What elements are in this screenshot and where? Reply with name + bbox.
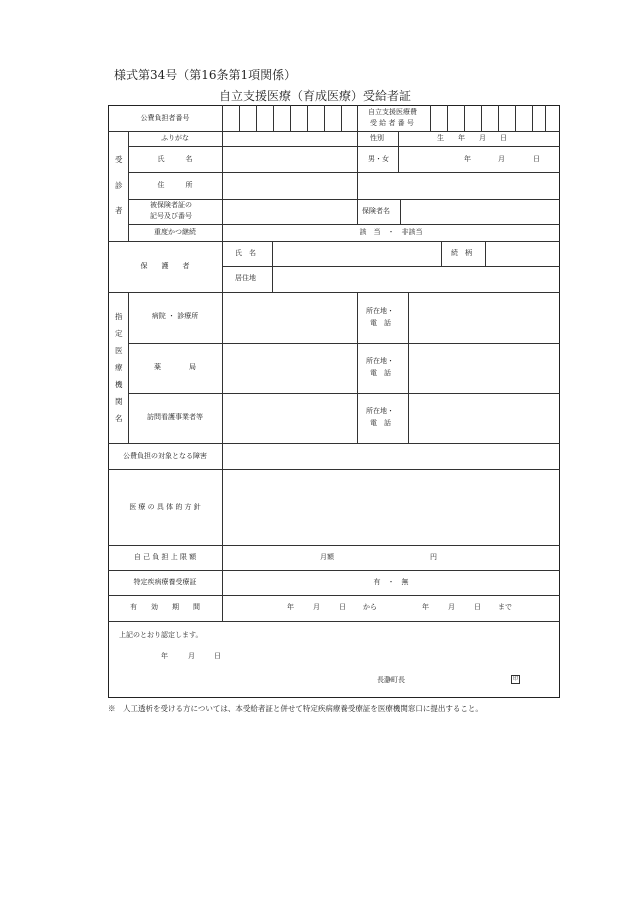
- validity-to-year: 年: [422, 603, 429, 611]
- rule: [290, 105, 291, 131]
- birth-month: 月: [498, 155, 505, 163]
- rule: [441, 241, 442, 266]
- validity-from: から: [363, 603, 377, 611]
- seal-mark: 印: [512, 676, 518, 682]
- copay-label: 自 己 負 担 上 限 額: [133, 553, 197, 561]
- rule: [430, 105, 431, 131]
- rule: [532, 105, 533, 131]
- rule: [357, 131, 358, 224]
- specific-disease-value: 有 ・ 無: [373, 578, 409, 586]
- validity-to-month: 月: [448, 603, 455, 611]
- rule: [128, 172, 560, 173]
- rule: [464, 105, 465, 131]
- rule: [108, 241, 560, 242]
- validity-until: まで: [498, 603, 512, 611]
- rule: [108, 131, 560, 132]
- rule: [128, 146, 560, 147]
- name-label: 氏 名: [157, 155, 193, 163]
- severe-value: 該 当 ・ 非該当: [359, 228, 423, 236]
- rule: [128, 393, 560, 394]
- patient-side-label: 者: [115, 206, 123, 215]
- institution-side-label: 指: [115, 312, 123, 321]
- guardian-label: 保 護 者: [140, 262, 190, 270]
- rule: [128, 343, 560, 344]
- severe-label: 重度かつ継続: [154, 228, 196, 236]
- rule: [128, 292, 129, 443]
- guardian-name-label: 氏 名: [235, 249, 256, 257]
- phone-label: 電 話: [370, 369, 391, 377]
- recipient-number-label: 自立支援医療費: [368, 108, 417, 116]
- patient-side-label: 受: [115, 155, 123, 164]
- certification-text: 上記のとおり認定します。: [119, 631, 203, 639]
- location-label: 所在地・: [366, 357, 394, 365]
- rule: [108, 443, 560, 444]
- institution-side-label: 機: [115, 380, 123, 389]
- rule: [447, 105, 448, 131]
- rule: [108, 292, 560, 293]
- rule: [481, 105, 482, 131]
- specific-disease-label: 特定疾病療養受療証: [133, 578, 197, 586]
- rule: [408, 292, 409, 443]
- rule: [222, 105, 223, 621]
- rule: [108, 621, 560, 622]
- validity-from-month: 月: [313, 603, 320, 611]
- rule: [239, 105, 240, 131]
- sex-label: 性別: [370, 134, 384, 142]
- rule: [108, 595, 560, 596]
- validity-from-day: 日: [339, 603, 346, 611]
- guardian-residence-label: 居住地: [235, 274, 256, 282]
- phone-label: 電 話: [370, 319, 391, 327]
- rule: [341, 105, 342, 131]
- birth-year: 年: [464, 155, 471, 163]
- rule: [400, 199, 401, 224]
- rule: [272, 241, 273, 292]
- recipient-number-label-2: 受 給 者 番 号: [370, 119, 414, 127]
- location-label: 所在地・: [366, 407, 394, 415]
- rule: [108, 570, 560, 571]
- rule: [515, 105, 516, 131]
- rule: [128, 131, 129, 241]
- rule: [128, 224, 560, 225]
- validity-label: 有 効 期 間: [130, 603, 200, 611]
- birth-day: 日: [533, 155, 540, 163]
- validity-from-year: 年: [287, 603, 294, 611]
- rule: [398, 146, 399, 172]
- payer-number-label: 公費負担者番号: [140, 114, 190, 122]
- rule: [128, 199, 560, 200]
- treatment-label: 医 療 の 具 体 的 方 針: [129, 503, 201, 511]
- institution-side-label: 名: [115, 414, 123, 423]
- certification-day: 日: [214, 652, 221, 660]
- insurer-label: 保険者名: [362, 207, 390, 215]
- validity-to-day: 日: [474, 603, 481, 611]
- certification-year: 年: [161, 652, 168, 660]
- birth-label: 生 年 月 日: [437, 134, 507, 142]
- rule: [108, 545, 560, 546]
- address-label: 住 所: [157, 181, 193, 189]
- rule: [307, 105, 308, 131]
- rule: [256, 105, 257, 131]
- institution-side-label: 療: [115, 363, 123, 372]
- footnote: ※ 人工透析を受ける方については、本受給者証と併せて特定疾病療養受療証を医療機関窓口に提出すること。: [108, 704, 483, 713]
- document-title: 自立支援医療（育成医療）受給者証: [218, 89, 411, 103]
- furigana-label: ふりがな: [161, 134, 189, 142]
- pharmacy-label: 薬 局: [154, 363, 196, 371]
- nursing-label: 訪問看護事業者等: [147, 413, 203, 421]
- sex-value: 男・女: [368, 155, 389, 163]
- institution-side-label: 関: [115, 397, 123, 406]
- patient-side-label: 診: [115, 181, 123, 190]
- insurance-card-label: 被保険者証の: [150, 201, 192, 209]
- rule: [485, 241, 486, 266]
- certification-month: 月: [188, 652, 195, 660]
- hospital-label: 病院 ・ 診療所: [151, 312, 199, 320]
- insurance-card-label-2: 記号及び番号: [150, 212, 192, 220]
- rule: [324, 105, 325, 131]
- rule: [108, 469, 560, 470]
- phone-label: 電 話: [370, 419, 391, 427]
- institution-side-label: 定: [115, 329, 123, 338]
- disability-label: 公費負担の対象となる障害: [123, 452, 207, 460]
- rule: [273, 105, 274, 131]
- form-number: 様式第34号（第16条第1項関係）: [114, 68, 297, 82]
- rule: [357, 292, 358, 443]
- institution-side-label: 医: [115, 346, 123, 355]
- copay-yen: 円: [430, 553, 437, 561]
- guardian-relation-label: 続 柄: [451, 249, 472, 257]
- location-label: 所在地・: [366, 307, 394, 315]
- copay-monthly: 月額: [320, 553, 334, 561]
- rule: [357, 105, 358, 131]
- issuer-name: 長瀞町長: [377, 676, 405, 684]
- rule: [398, 131, 399, 146]
- rule: [498, 105, 499, 131]
- rule: [545, 105, 546, 131]
